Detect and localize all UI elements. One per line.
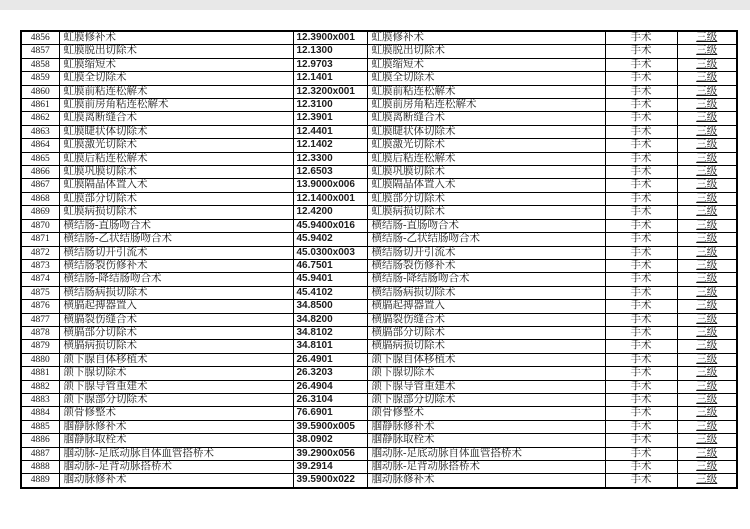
row-procedure-name-repeat: 虹膜全切除术 bbox=[367, 72, 605, 85]
table-row bbox=[21, 58, 737, 71]
row-procedure-name: 虹膜后粘连松解术 bbox=[59, 152, 293, 165]
row-procedure-name: 腘动脉-足底动脉自体血管搭桥术 bbox=[59, 447, 293, 460]
row-level: 三级 bbox=[677, 474, 737, 488]
row-seq-number: 4879 bbox=[21, 340, 59, 353]
row-procedure-name-repeat: 颌骨修整术 bbox=[367, 407, 605, 420]
row-category: 手术 bbox=[605, 300, 677, 313]
table-row bbox=[21, 99, 737, 112]
row-seq-number: 4860 bbox=[21, 85, 59, 98]
row-procedure-name: 虹膜巩膜切除术 bbox=[59, 166, 293, 179]
row-level: 三级 bbox=[677, 407, 737, 420]
row-procedure-code: 12.3300 bbox=[293, 152, 367, 165]
row-procedure-name-repeat: 虹膜后粘连松解术 bbox=[367, 152, 605, 165]
row-seq-number: 4873 bbox=[21, 259, 59, 272]
row-category: 手术 bbox=[605, 380, 677, 393]
row-category: 手术 bbox=[605, 259, 677, 272]
row-level: 三级 bbox=[677, 58, 737, 71]
row-procedure-code: 39.5900x005 bbox=[293, 420, 367, 433]
table-row bbox=[21, 72, 737, 85]
row-procedure-code: 45.9400x016 bbox=[293, 219, 367, 232]
row-procedure-code: 34.8200 bbox=[293, 313, 367, 326]
row-seq-number: 4872 bbox=[21, 246, 59, 259]
table-row bbox=[21, 300, 737, 313]
row-procedure-name: 腘静脉取栓术 bbox=[59, 434, 293, 447]
row-level: 三级 bbox=[677, 45, 737, 58]
row-procedure-name-repeat: 虹膜前房角粘连松解术 bbox=[367, 99, 605, 112]
row-category: 手术 bbox=[605, 340, 677, 353]
row-procedure-name: 虹膜脱出切除术 bbox=[59, 45, 293, 58]
row-procedure-name: 虹膜睫状体切除术 bbox=[59, 125, 293, 138]
table-row bbox=[21, 45, 737, 58]
row-level: 三级 bbox=[677, 85, 737, 98]
table-row bbox=[21, 152, 737, 165]
row-procedure-name: 虹膜前房角粘连松解术 bbox=[59, 99, 293, 112]
table-row bbox=[21, 474, 737, 488]
row-level: 三级 bbox=[677, 461, 737, 474]
row-seq-number: 4866 bbox=[21, 166, 59, 179]
row-category: 手术 bbox=[605, 233, 677, 246]
row-category: 手术 bbox=[605, 474, 677, 488]
row-procedure-name-repeat: 横结肠-直肠吻合术 bbox=[367, 219, 605, 232]
row-procedure-name: 虹膜病损切除术 bbox=[59, 206, 293, 219]
table-row bbox=[21, 246, 737, 259]
row-level: 三级 bbox=[677, 313, 737, 326]
row-level: 三级 bbox=[677, 206, 737, 219]
row-procedure-code: 12.3200x001 bbox=[293, 85, 367, 98]
row-seq-number: 4885 bbox=[21, 420, 59, 433]
row-procedure-name-repeat: 虹膜修补术 bbox=[367, 31, 605, 45]
row-seq-number: 4887 bbox=[21, 447, 59, 460]
table-row bbox=[21, 125, 737, 138]
row-category: 手术 bbox=[605, 367, 677, 380]
row-procedure-name: 颌下腺自体移植术 bbox=[59, 353, 293, 366]
row-procedure-name-repeat: 腘静脉修补术 bbox=[367, 420, 605, 433]
row-procedure-code: 12.3900x001 bbox=[293, 31, 367, 45]
row-procedure-name: 虹膜修补术 bbox=[59, 31, 293, 45]
table-row bbox=[21, 447, 737, 460]
row-procedure-code: 13.9000x006 bbox=[293, 179, 367, 192]
row-procedure-name-repeat: 颌下腺自体移植术 bbox=[367, 353, 605, 366]
row-level: 三级 bbox=[677, 393, 737, 406]
row-seq-number: 4876 bbox=[21, 300, 59, 313]
row-seq-number: 4877 bbox=[21, 313, 59, 326]
table-row bbox=[21, 31, 737, 45]
row-procedure-name: 虹膜前粘连松解术 bbox=[59, 85, 293, 98]
row-category: 手术 bbox=[605, 192, 677, 205]
row-procedure-name-repeat: 腘动脉-足背动脉搭桥术 bbox=[367, 461, 605, 474]
row-level: 三级 bbox=[677, 447, 737, 460]
table-row bbox=[21, 219, 737, 232]
row-procedure-name-repeat: 颌下腺导管重建术 bbox=[367, 380, 605, 393]
table-row bbox=[21, 259, 737, 272]
row-procedure-name-repeat: 颌下腺切除术 bbox=[367, 367, 605, 380]
row-category: 手术 bbox=[605, 99, 677, 112]
row-category: 手术 bbox=[605, 286, 677, 299]
row-level: 三级 bbox=[677, 326, 737, 339]
row-procedure-code: 12.1400x001 bbox=[293, 192, 367, 205]
row-seq-number: 4859 bbox=[21, 72, 59, 85]
row-procedure-code: 38.0902 bbox=[293, 434, 367, 447]
row-procedure-name-repeat: 颌下腺部分切除术 bbox=[367, 393, 605, 406]
row-category: 手术 bbox=[605, 246, 677, 259]
row-seq-number: 4867 bbox=[21, 179, 59, 192]
row-procedure-name-repeat: 虹膜脱出切除术 bbox=[367, 45, 605, 58]
table-row bbox=[21, 166, 737, 179]
row-level: 三级 bbox=[677, 192, 737, 205]
row-procedure-name: 颌下腺导管重建术 bbox=[59, 380, 293, 393]
row-procedure-code: 26.3203 bbox=[293, 367, 367, 380]
row-level: 三级 bbox=[677, 179, 737, 192]
row-procedure-code: 34.8101 bbox=[293, 340, 367, 353]
row-level: 三级 bbox=[677, 125, 737, 138]
row-procedure-name-repeat: 横结肠病损切除术 bbox=[367, 286, 605, 299]
row-seq-number: 4881 bbox=[21, 367, 59, 380]
row-procedure-name: 横结肠病损切除术 bbox=[59, 286, 293, 299]
row-category: 手术 bbox=[605, 166, 677, 179]
table-row bbox=[21, 326, 737, 339]
row-seq-number: 4856 bbox=[21, 31, 59, 45]
row-procedure-name: 横结肠-降结肠吻合术 bbox=[59, 273, 293, 286]
row-category: 手术 bbox=[605, 273, 677, 286]
row-level: 三级 bbox=[677, 434, 737, 447]
row-procedure-code: 12.1401 bbox=[293, 72, 367, 85]
row-seq-number: 4870 bbox=[21, 219, 59, 232]
row-category: 手术 bbox=[605, 31, 677, 45]
row-procedure-name-repeat: 虹膜前粘连松解术 bbox=[367, 85, 605, 98]
row-seq-number: 4868 bbox=[21, 192, 59, 205]
row-seq-number: 4878 bbox=[21, 326, 59, 339]
row-procedure-name: 腘动脉-足背动脉搭桥术 bbox=[59, 461, 293, 474]
row-category: 手术 bbox=[605, 179, 677, 192]
row-seq-number: 4864 bbox=[21, 139, 59, 152]
row-procedure-name: 横膈部分切除术 bbox=[59, 326, 293, 339]
row-level: 三级 bbox=[677, 273, 737, 286]
table-row bbox=[21, 407, 737, 420]
row-seq-number: 4886 bbox=[21, 434, 59, 447]
row-seq-number: 4883 bbox=[21, 393, 59, 406]
row-category: 手术 bbox=[605, 393, 677, 406]
procedure-table-body bbox=[21, 31, 737, 488]
row-procedure-name: 虹膜全切除术 bbox=[59, 72, 293, 85]
row-seq-number: 4874 bbox=[21, 273, 59, 286]
row-procedure-code: 26.4904 bbox=[293, 380, 367, 393]
row-procedure-code: 39.2914 bbox=[293, 461, 367, 474]
row-category: 手术 bbox=[605, 45, 677, 58]
row-procedure-name: 横膈裂伤缝合术 bbox=[59, 313, 293, 326]
row-level: 三级 bbox=[677, 233, 737, 246]
row-level: 三级 bbox=[677, 259, 737, 272]
row-procedure-code: 12.6503 bbox=[293, 166, 367, 179]
procedure-table bbox=[20, 30, 738, 489]
row-procedure-name: 腘静脉修补术 bbox=[59, 420, 293, 433]
row-procedure-name-repeat: 横结肠裂伤修补术 bbox=[367, 259, 605, 272]
row-procedure-code: 12.9703 bbox=[293, 58, 367, 71]
row-procedure-name-repeat: 横结肠切开引流术 bbox=[367, 246, 605, 259]
row-category: 手术 bbox=[605, 447, 677, 460]
row-procedure-name: 横结肠裂伤修补术 bbox=[59, 259, 293, 272]
row-procedure-name-repeat: 腘动脉-足底动脉自体血管搭桥术 bbox=[367, 447, 605, 460]
row-procedure-code: 46.7501 bbox=[293, 259, 367, 272]
row-level: 三级 bbox=[677, 286, 737, 299]
row-seq-number: 4857 bbox=[21, 45, 59, 58]
row-level: 三级 bbox=[677, 99, 737, 112]
row-procedure-name: 虹膜缩短术 bbox=[59, 58, 293, 71]
row-procedure-name-repeat: 虹膜病损切除术 bbox=[367, 206, 605, 219]
table-row bbox=[21, 434, 737, 447]
row-level: 三级 bbox=[677, 72, 737, 85]
table-row bbox=[21, 380, 737, 393]
row-procedure-code: 12.4200 bbox=[293, 206, 367, 219]
row-procedure-name: 虹膜离断缝合术 bbox=[59, 112, 293, 125]
table-row bbox=[21, 340, 737, 353]
row-procedure-name-repeat: 横膈裂伤缝合术 bbox=[367, 313, 605, 326]
table-row bbox=[21, 420, 737, 433]
row-level: 三级 bbox=[677, 300, 737, 313]
table-row bbox=[21, 206, 737, 219]
row-procedure-name: 横膈病损切除术 bbox=[59, 340, 293, 353]
row-procedure-code: 12.1402 bbox=[293, 139, 367, 152]
row-category: 手术 bbox=[605, 219, 677, 232]
row-procedure-name-repeat: 虹膜部分切除术 bbox=[367, 192, 605, 205]
table-row bbox=[21, 233, 737, 246]
row-procedure-code: 26.4901 bbox=[293, 353, 367, 366]
row-category: 手术 bbox=[605, 72, 677, 85]
row-category: 手术 bbox=[605, 407, 677, 420]
row-procedure-name-repeat: 虹膜缩短术 bbox=[367, 58, 605, 71]
row-level: 三级 bbox=[677, 246, 737, 259]
row-procedure-name: 横结肠-乙状结肠吻合术 bbox=[59, 233, 293, 246]
row-seq-number: 4869 bbox=[21, 206, 59, 219]
page-top-margin bbox=[0, 0, 750, 10]
row-procedure-name-repeat: 虹膜巩膜切除术 bbox=[367, 166, 605, 179]
table-row bbox=[21, 179, 737, 192]
row-procedure-code: 45.9402 bbox=[293, 233, 367, 246]
row-procedure-name-repeat: 横膈病损切除术 bbox=[367, 340, 605, 353]
row-level: 三级 bbox=[677, 420, 737, 433]
table-row bbox=[21, 286, 737, 299]
row-level: 三级 bbox=[677, 353, 737, 366]
row-procedure-name: 腘动脉修补术 bbox=[59, 474, 293, 488]
row-category: 手术 bbox=[605, 85, 677, 98]
row-procedure-code: 34.8102 bbox=[293, 326, 367, 339]
row-seq-number: 4882 bbox=[21, 380, 59, 393]
row-procedure-code: 45.9401 bbox=[293, 273, 367, 286]
table-row bbox=[21, 112, 737, 125]
row-procedure-name: 颌下腺部分切除术 bbox=[59, 393, 293, 406]
row-category: 手术 bbox=[605, 206, 677, 219]
row-procedure-code: 39.5900x022 bbox=[293, 474, 367, 488]
table-row bbox=[21, 192, 737, 205]
row-procedure-name-repeat: 横结肠-降结肠吻合术 bbox=[367, 273, 605, 286]
row-category: 手术 bbox=[605, 139, 677, 152]
table-row bbox=[21, 393, 737, 406]
row-procedure-name-repeat: 横结肠-乙状结肠吻合术 bbox=[367, 233, 605, 246]
row-procedure-name-repeat: 虹膜激光切除术 bbox=[367, 139, 605, 152]
row-procedure-name: 横结肠-直肠吻合术 bbox=[59, 219, 293, 232]
row-procedure-name-repeat: 横膈部分切除术 bbox=[367, 326, 605, 339]
row-category: 手术 bbox=[605, 112, 677, 125]
row-level: 三级 bbox=[677, 367, 737, 380]
row-seq-number: 4875 bbox=[21, 286, 59, 299]
row-procedure-code: 12.3901 bbox=[293, 112, 367, 125]
row-procedure-name: 虹膜激光切除术 bbox=[59, 139, 293, 152]
table-row bbox=[21, 461, 737, 474]
table-row bbox=[21, 367, 737, 380]
row-procedure-name: 颌骨修整术 bbox=[59, 407, 293, 420]
row-category: 手术 bbox=[605, 152, 677, 165]
row-level: 三级 bbox=[677, 380, 737, 393]
row-procedure-name: 虹膜隔晶体置入术 bbox=[59, 179, 293, 192]
row-seq-number: 4871 bbox=[21, 233, 59, 246]
row-procedure-name-repeat: 虹膜隔晶体置入术 bbox=[367, 179, 605, 192]
table-row bbox=[21, 313, 737, 326]
table-row bbox=[21, 85, 737, 98]
row-procedure-name-repeat: 腘动脉修补术 bbox=[367, 474, 605, 488]
row-level: 三级 bbox=[677, 340, 737, 353]
row-category: 手术 bbox=[605, 58, 677, 71]
row-category: 手术 bbox=[605, 420, 677, 433]
table-row bbox=[21, 353, 737, 366]
row-category: 手术 bbox=[605, 434, 677, 447]
row-procedure-code: 34.8500 bbox=[293, 300, 367, 313]
row-category: 手术 bbox=[605, 125, 677, 138]
row-seq-number: 4880 bbox=[21, 353, 59, 366]
row-procedure-code: 12.4401 bbox=[293, 125, 367, 138]
row-procedure-code: 45.4102 bbox=[293, 286, 367, 299]
row-procedure-code: 45.0300x003 bbox=[293, 246, 367, 259]
row-procedure-code: 76.6901 bbox=[293, 407, 367, 420]
row-seq-number: 4858 bbox=[21, 58, 59, 71]
row-seq-number: 4888 bbox=[21, 461, 59, 474]
row-seq-number: 4884 bbox=[21, 407, 59, 420]
row-category: 手术 bbox=[605, 353, 677, 366]
row-procedure-name: 横膈起搏器置入 bbox=[59, 300, 293, 313]
row-procedure-name-repeat: 虹膜睫状体切除术 bbox=[367, 125, 605, 138]
row-procedure-name-repeat: 腘静脉取栓术 bbox=[367, 434, 605, 447]
row-seq-number: 4863 bbox=[21, 125, 59, 138]
table-row bbox=[21, 139, 737, 152]
row-procedure-name: 颌下腺切除术 bbox=[59, 367, 293, 380]
row-level: 三级 bbox=[677, 152, 737, 165]
row-category: 手术 bbox=[605, 461, 677, 474]
row-level: 三级 bbox=[677, 112, 737, 125]
row-category: 手术 bbox=[605, 326, 677, 339]
row-seq-number: 4861 bbox=[21, 99, 59, 112]
row-level: 三级 bbox=[677, 139, 737, 152]
row-category: 手术 bbox=[605, 313, 677, 326]
row-procedure-code: 39.2900x056 bbox=[293, 447, 367, 460]
table-row bbox=[21, 273, 737, 286]
row-level: 三级 bbox=[677, 31, 737, 45]
row-seq-number: 4865 bbox=[21, 152, 59, 165]
row-level: 三级 bbox=[677, 166, 737, 179]
row-procedure-name: 虹膜部分切除术 bbox=[59, 192, 293, 205]
row-procedure-code: 12.3100 bbox=[293, 99, 367, 112]
row-seq-number: 4862 bbox=[21, 112, 59, 125]
row-procedure-name-repeat: 虹膜离断缝合术 bbox=[367, 112, 605, 125]
row-procedure-name-repeat: 横膈起搏器置入 bbox=[367, 300, 605, 313]
row-procedure-name: 横结肠切开引流术 bbox=[59, 246, 293, 259]
row-seq-number: 4889 bbox=[21, 474, 59, 488]
row-procedure-code: 26.3104 bbox=[293, 393, 367, 406]
row-procedure-code: 12.1300 bbox=[293, 45, 367, 58]
row-level: 三级 bbox=[677, 219, 737, 232]
